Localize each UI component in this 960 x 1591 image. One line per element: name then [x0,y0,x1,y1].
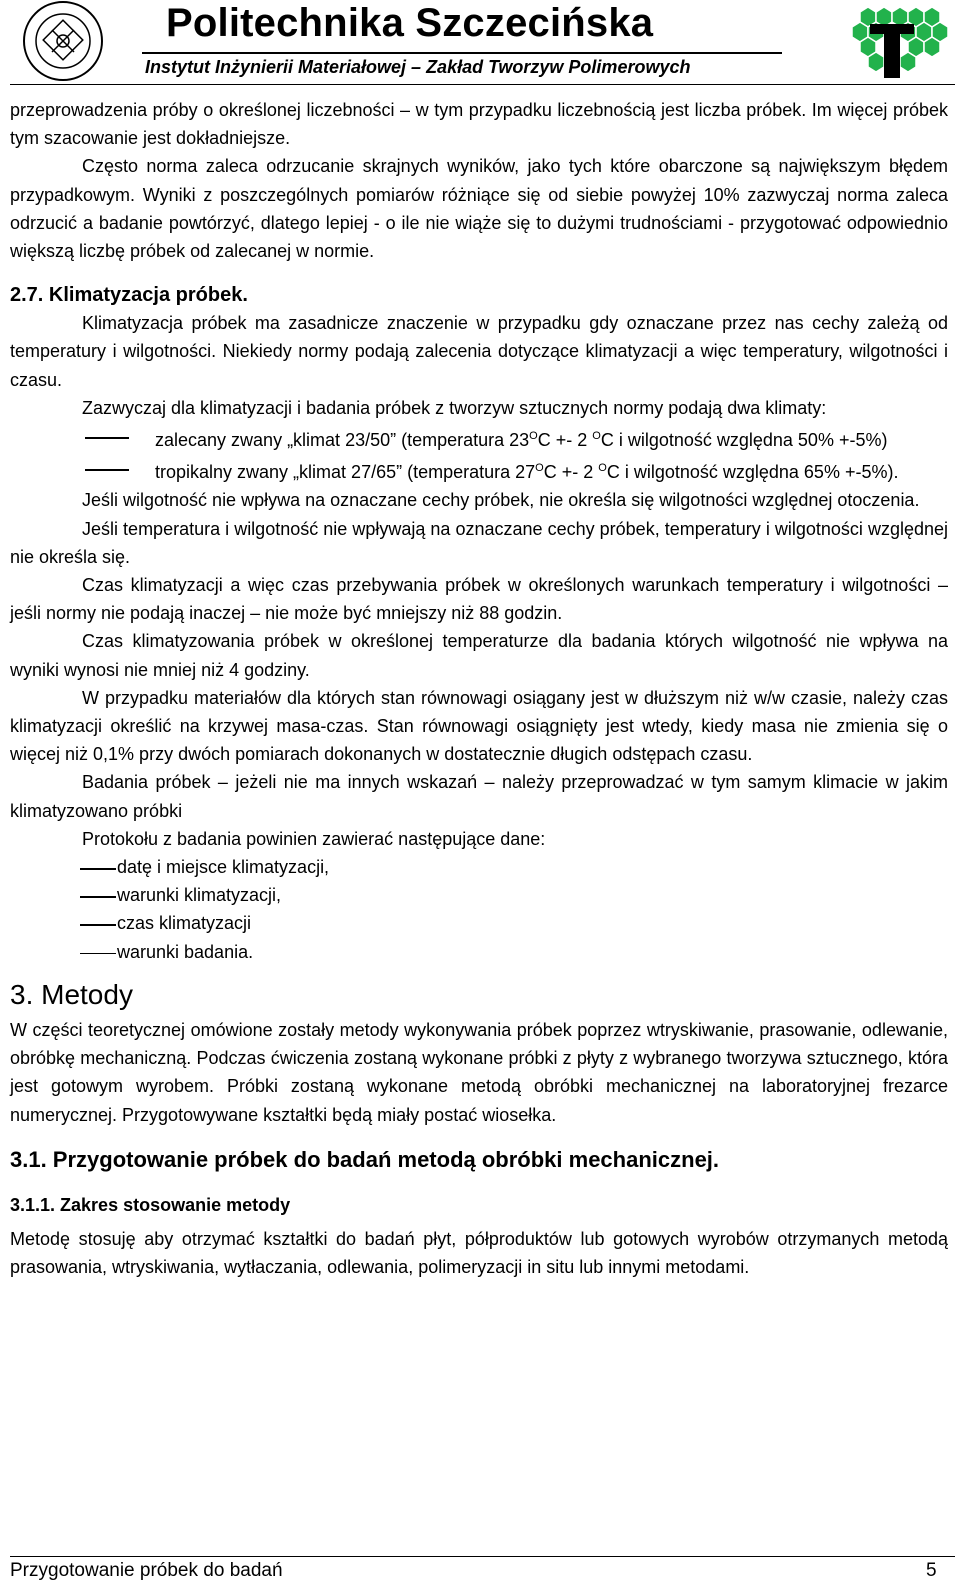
paragraph: Często norma zaleca odrzucanie skrajnych wyników, jako tych które obarczone są największym błędem przypadkowym. Wyniki z poszczególnych pomiarów różniące się od siebie powyżej 10% zazwyczaj norma zaleca odrzucić a badanie powtórzyć, dlatego lepiej - o ile nie wiąże się to dużymi trudnościami - przygotować odpowiednio większą liczbę próbek od zalecanej w normie. [10,156,948,262]
university-seal-icon [22,0,104,82]
list-item: warunki badania. [10,938,948,966]
page-header [0,0,960,86]
page-number: 5 [926,1560,937,1581]
dash-bullet-icon [80,924,116,926]
dash-bullet-icon [80,953,116,955]
list-item: czas klimatyzacji [10,909,948,937]
header-title: Politechnika Szczecińska [166,1,654,45]
paragraph: Jeśli temperatura i wilgotność nie wpływają na oznaczane cechy próbek, temperatury i wilgotności względnej nie określa się. [10,518,948,567]
paragraph: Jeśli wilgotność nie wpływa na oznaczane cechy próbek, nie określa się wilgotności względnej otoczenia. [82,490,920,511]
dash-bullet-icon [85,469,129,471]
section-heading-3-1: 3.1. Przygotowanie próbek do badań metodą obróbki mechanicznej. [10,1146,720,1172]
paragraph: Protokołu z badania powinien zawierać następujące dane: [82,828,546,849]
dash-bullet-icon [80,868,116,870]
dash-bullet-icon [80,896,116,898]
paragraph: przeprowadzenia próby o określonej liczebności – w tym przypadku liczebnością jest liczba próbek. Im więcej próbek tym szacowanie jest dokładniejsze. [10,100,948,149]
footer-divider [10,1556,955,1557]
document-body [10,96,948,1281]
paragraph: W części teoretycznej omówione zostały metody wykonywania próbek poprzez wtryskiwanie, prasowanie, odlewanie, obróbkę mechaniczną. Podczas ćwiczenia zostaną wykonane próbki z płyty z wybranego tworzywa sztucznego, która jest gotowym wyrobem. Próbki zostaną wykonane metodą obróbki mechanicznej na laboratoryjnej frezarce numerycznej. Przygotowywane kształtki będą miały postać wiosełka. [10,1019,948,1125]
paragraph: Czas klimatyzowania próbek w określonej temperaturze dla badania których wilgotność nie wpływa na wyniki wynosi nie mniej niż 4 godziny. [10,631,948,680]
dash-bullet-icon [85,437,129,439]
section-heading-3: 3. Metody [10,978,133,1010]
header-subtitle: Instytut Inżynierii Materiałowej – Zakład Tworzyw Polimerowych [145,57,691,77]
section-heading-2-7: 2.7. Klimatyzacja próbek. [10,284,248,307]
paragraph: W przypadku materiałów dla których stan równowagi osiągany jest w dłuższym niż w/w czasie, należy czas klimatyzacji określić na krzywej masa-czas. Stan równowagi osiągnięty jest wtedy, kiedy masa nie zmienia się o więcej niż 0,1% przy dwóch pomiarach dokonanych w dostatecznie długich odstępach czasu. [10,687,948,765]
paragraph: Metodę stosuję aby otrzymać kształtki do badań płyt, półproduktów lub gotowych wyrobów otrzymanych metodą prasowania, wtryskiwania, wytłaczania, odlewania, polimeryzacji in situ lub innymi metodami. [10,1228,948,1277]
hexagon-molecule-logo-icon [842,2,952,82]
section-heading-3-1-1: 3.1.1. Zakres stosowanie metody [10,1194,291,1215]
list-item: warunki klimatyzacji, [10,881,948,909]
paragraph: Badania próbek – jeżeli nie ma innych wskazań – należy przeprowadzać w tym samym klimacie w jakim klimatyzowano próbki [10,772,948,821]
footer-title: Przygotowanie próbek do badań [10,1560,283,1581]
list-item-climate-tropical: tropikalny zwany „klimat 27/65” (temperatura $27^OC +- 2$ $^O$C i wilgotność względna 65% +-5%). [10,454,948,486]
header-title-rule [142,52,782,54]
list-item: datę i miejsce klimatyzacji, [10,853,948,881]
list-item-climate-recommended: zalecany zwany „klimat 23/50” (temperatura $23^OC +- 2$ $^O$C i wilgotność względna 50% +-5%) [10,422,948,454]
paragraph: Zazwyczaj dla klimatyzacji i badania próbek z tworzyw sztucznych normy podają dwa klimaty: [82,397,827,418]
paragraph: Czas klimatyzacji a więc czas przebywania próbek w określonych warunkach temperatury i wilgotności – jeśli normy nie podają inaczej – nie może być mniejszy niż 88 godzin. [10,575,948,624]
paragraph: Klimatyzacja próbek ma zasadnicze znaczenie w przypadku gdy oznaczane przez nas cechy zależą od temperatury i wilgotności. Niekiedy normy podają zalecenia dotyczące klimatyzacji a więc temperatury, wilgotności i czasu. [10,313,948,390]
header-divider [10,84,955,85]
